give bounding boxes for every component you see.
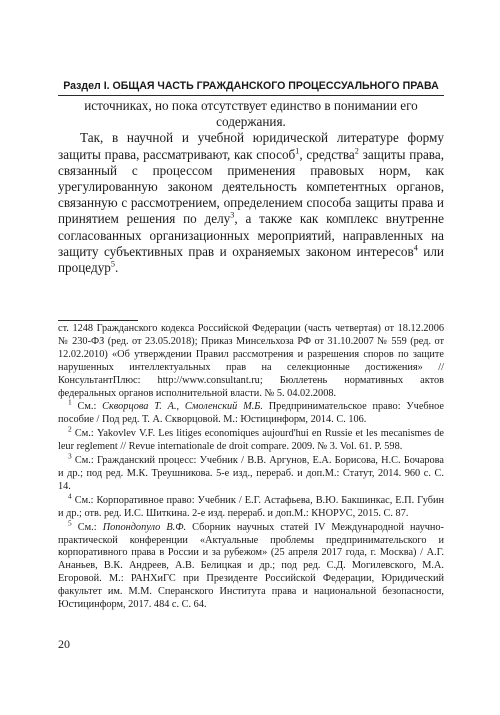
footnote-ref-3[interactable]: 3 (230, 211, 235, 221)
footnote-text: Гражданский процесс: Учебник / В.В. Аргунов, Е.А. Борисова, Н.С. Бочарова и др.; под ред. М.К. Треушникова. 5-е изд., перераб. и доп.М.: Статут, 2014. 960 с. С. 14. (58, 455, 444, 492)
main-text (58, 98, 444, 276)
footnote-continuation: ст. 1248 Гражданского кодекса Российской Федерации (часть четвертая) от 18.12.2006 № 230-ФЗ (ред. от 23.05.2018); Приказ Минсельхоза РФ от 31.10.2007 № 559 (ред. от 12.02.2010) «Об утверждении Правил рассмотрения и разрешения споров по защите нарушенных интеллектуальных прав на селекционные достижения» // КонсультантПлюс: http://www.consultant.ru; Бюллетень нормативных актов федеральных органов исполнительной власти. № 5. 04.02.2008. (58, 323, 444, 399)
footnote-ref-4[interactable]: 4 (413, 243, 418, 253)
footnote-separator (58, 320, 138, 321)
text-segment: , средства (299, 146, 355, 162)
footnote-number: 3 (68, 451, 72, 461)
footnote-ref-5[interactable]: 5 (110, 259, 115, 269)
text-segment: , а также как комплекс внутренне согласованных организационных мероприятий, направленных на защиту субъективных прав и охраняемых законом интересов (58, 211, 444, 259)
text-segment: защиты права, связанный с процессом применения правовых норм, как урегулированную законом деятельность компетентных органов, связанную с рассмотрением, определением способа защиты права и принятием решения по делу (58, 146, 445, 227)
footnote-number: 4 (68, 491, 72, 501)
footnote-5 (58, 518, 444, 612)
footnote-1 (58, 398, 444, 427)
footnote-text: Сборник научных статей IV Международной научно-практической конференции «Актуальные проблемы предпринимательского и корпоративного права в России и за рубежом» (25 апреля 2017 года, г. Москва) / А.Г. Ананьев, В.К. Андреев, А.В. Белицкая и др.; под ред. С.Д. Могилевского, М.А. Егоровой. М.: РАНХиГС при Президенте Российской Федерации, Юридический факультет им. М.М. Сперанского Института права и национальной безопасности, Юстицинформ, 2017. 484 с. С. 64. (58, 521, 444, 611)
footnote-3 (58, 451, 444, 494)
text-segment: Так, в научной и учебной юридической литературе форму защиты права, рассматривают, как способ (58, 130, 444, 162)
footnote-prefix: См.: (77, 521, 103, 533)
footnote-prefix: См.: (77, 401, 103, 413)
footnote-ref-1[interactable]: 1 (295, 146, 300, 156)
footnote-number: 5 (68, 518, 72, 528)
footnote-prefix: См.: (74, 494, 97, 506)
footnote-number: 2 (68, 424, 72, 434)
page-number: 20 (58, 637, 70, 651)
paragraph-continuation: источниках, но пока отсутствует единство в понимании его содержания. (84, 98, 418, 130)
header-rule (58, 95, 444, 96)
footnote-4 (58, 491, 444, 521)
running-header: Раздел I. ОБЩАЯ ЧАСТЬ ГРАЖДАНСКОГО ПРОЦЕССУАЛЬНОГО ПРАВА (63, 80, 439, 92)
footnote-prefix: См.: (74, 428, 97, 440)
footnote-text: Предпринимательское право: Учебное пособие / Под ред. Т. А. Скворцовой. М.: Юстицинформ, 2014. С. 106. (58, 401, 444, 426)
footnotes (58, 323, 444, 613)
footnote-ref-2[interactable]: 2 (354, 146, 359, 156)
footnote-prefix: См.: (74, 455, 97, 467)
footnote-2 (58, 424, 444, 454)
text-segment: или процедур (58, 243, 444, 276)
footnote-text: Корпоративное право: Учебник / Е.Г. Астафьева, В.Ю. Бакшинкас, Е.П. Губин и др.; отв. ред. И.С. Шиткина. 2-е изд. перераб. и доп.М.: КНОРУС, 2015. С. 87. (58, 494, 444, 519)
text-segment: . (114, 260, 119, 276)
footnote-text: Yakovlev V.F. Les litiges economiques aujourd'hui en Russie et les mecanismes de leur reglement // Revue internationale de droit compare. 2009. № 3. Vol. 61. P. 598. (58, 428, 444, 453)
footnote-number: 1 (68, 398, 72, 408)
footnote-author: Скворцова Т. А., Смоленский М.Б. (102, 401, 263, 413)
paragraph-forms-of-protection (58, 130, 444, 276)
footnote-author: Попондопуло В.Ф. (102, 521, 187, 533)
